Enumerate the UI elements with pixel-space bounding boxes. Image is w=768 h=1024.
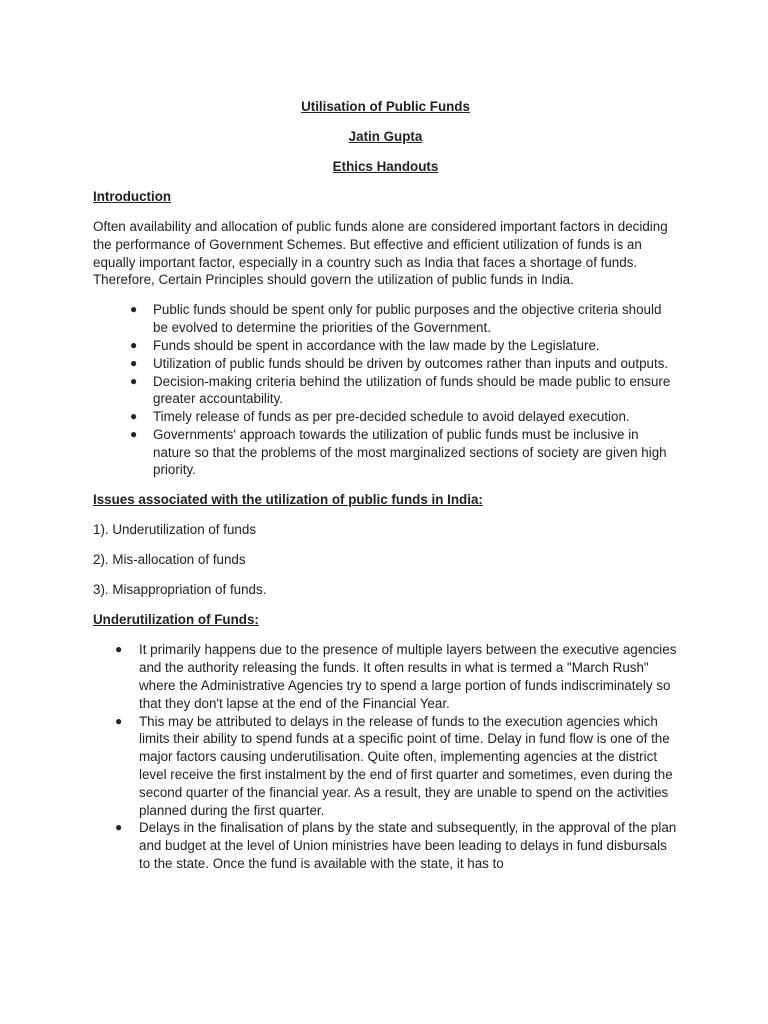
list-item-text: Timely release of funds as per pre-decided schedule to avoid delayed execution. — [153, 409, 630, 425]
issue-item: 1). Underutilization of funds — [93, 522, 257, 538]
list-item-text: Governments' approach towards the utilization of public funds must be inclusive in nature so that the problems of the most marginalized sections of society are given high priority. — [153, 426, 667, 478]
issues-heading: Issues associated with the utilization of public funds in India: — [93, 492, 483, 508]
list-item — [93, 337, 678, 355]
list-item-text: Decision-making criteria behind the utilization of funds should be made public to ensure greater accountability. — [153, 373, 671, 407]
list-item — [93, 641, 678, 712]
issue-item: 2). Mis-allocation of funds — [93, 552, 246, 568]
bullet-icon: ● — [130, 426, 138, 441]
list-item-text: Utilization of public funds should be driven by outcomes rather than inputs and outputs. — [153, 355, 669, 371]
bullet-icon: ● — [130, 373, 138, 388]
bullet-icon: ● — [130, 355, 138, 370]
bullet-icon: ● — [130, 302, 138, 317]
document-page — [93, 98, 678, 885]
underutilization-heading: Underutilization of Funds: — [93, 612, 259, 628]
list-item-text: Delays in the finalisation of plans by the state and subsequently, in the approval of the plan and budget at the level of Union ministries have been leading to delays in fund disbursals to the state. Once the fund is available with the state, it has to — [139, 820, 677, 871]
list-item — [93, 373, 678, 409]
list-item — [93, 713, 678, 820]
document-author: Jatin Gupta — [348, 128, 423, 144]
list-item-text: It primarily happens due to the presence of multiple layers between the executive agencies and the authority releasing the funds. It often results in what is termed a "March Rush" where the Administrative Agencies try to spend a large portion of funds indiscriminately so that they don't lapse at the end of the Financial Year. — [139, 642, 677, 711]
issue-item: 3). Misappropriation of funds. — [93, 582, 267, 598]
underutilization-list — [93, 641, 678, 872]
list-item-text: Funds should be spent in accordance with the law made by the Legislature. — [153, 337, 600, 353]
list-item — [93, 426, 678, 479]
bullet-icon: ● — [130, 409, 138, 424]
bullet-icon: ● — [115, 820, 123, 835]
introduction-paragraph: Often availability and allocation of public funds alone are considered important factors in deciding the performance of Government Schemes. But effective and efficient utilization of funds is an equally important factor, especially in a country such as India that faces a shortage of funds. Therefore, Certain Principles should govern the utilization of public funds in India. — [93, 218, 668, 288]
document-title: Utilisation of Public Funds — [301, 99, 470, 114]
document-subtitle: Ethics Handouts — [332, 158, 439, 174]
list-item — [93, 355, 678, 373]
list-item — [93, 408, 678, 426]
list-item-text: This may be attributed to delays in the release of funds to the execution agencies which limits their ability to spend funds at a specific point of time. Delay in fund flow is one of the major factors causing underutilisation. Quite often, implementing agencies at the district level receive the first instalment by the end of first quarter and sometimes, even during the second quarter of the financial year. As a result, they are unable to spend on the activities planned during the first quarter. — [139, 713, 673, 818]
list-item — [93, 301, 678, 337]
introduction-heading: Introduction — [93, 188, 172, 204]
list-item-text: Public funds should be spent only for public purposes and the objective criteria should be evolved to determine the priorities of the Government. — [153, 302, 662, 336]
bullet-icon: ● — [130, 337, 138, 352]
bullet-icon: ● — [115, 713, 123, 728]
list-item — [93, 819, 678, 872]
bullet-icon: ● — [115, 642, 123, 657]
principles-list — [93, 301, 678, 479]
